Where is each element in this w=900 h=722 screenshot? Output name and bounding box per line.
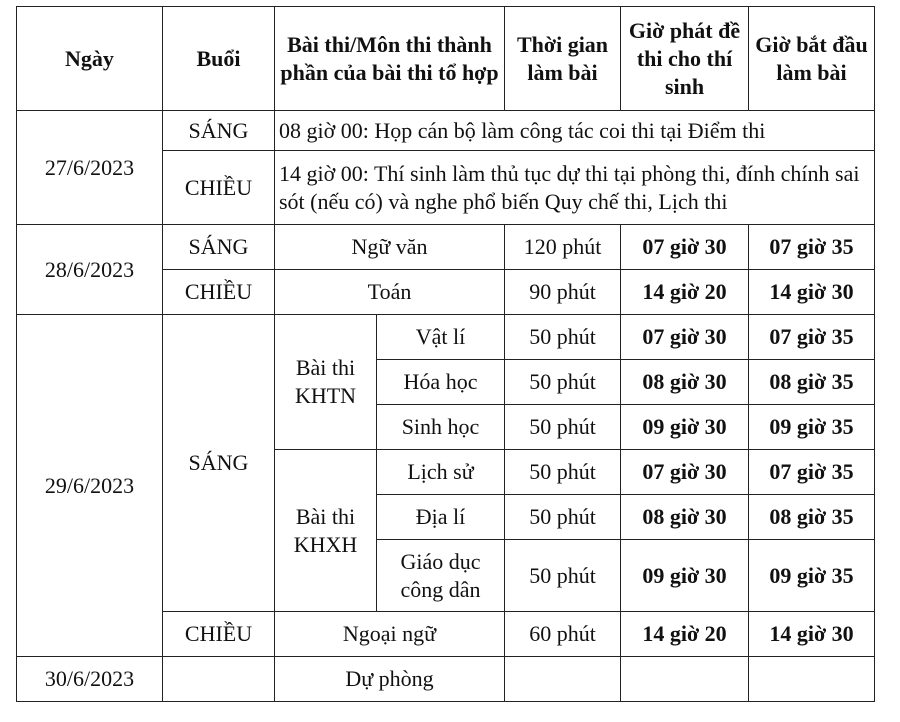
exam-schedule-table [16,6,875,702]
table-row [17,225,875,270]
header-row [17,7,875,111]
distribute-time-cell: 09 giờ 30 [621,540,749,612]
subject-cell: Dự phòng [275,657,505,702]
distribute-time-cell [621,657,749,702]
start-time-cell: 08 giờ 35 [749,495,875,540]
header-date: Ngày [17,7,163,111]
note-cell: 08 giờ 00: Họp cán bộ làm công tác coi thi tại Điểm thi [275,111,875,151]
date-cell: 29/6/2023 [17,315,163,657]
date-cell: 27/6/2023 [17,111,163,225]
start-time-cell [749,657,875,702]
subject-cell: Lịch sử [377,450,505,495]
subject-cell: Vật lí [377,315,505,360]
start-time-cell: 14 giờ 30 [749,270,875,315]
duration-cell [505,657,621,702]
duration-cell: 50 phút [505,360,621,405]
distribute-time-cell: 07 giờ 30 [621,315,749,360]
subject-cell: Ngoại ngữ [275,612,505,657]
header-duration: Thời gian làm bài [505,7,621,111]
distribute-time-cell: 14 giờ 20 [621,612,749,657]
distribute-time-cell: 14 giờ 20 [621,270,749,315]
duration-cell: 50 phút [505,315,621,360]
subject-cell: Sinh học [377,405,505,450]
header-session: Buổi [163,7,275,111]
distribute-time-cell: 07 giờ 30 [621,450,749,495]
header-start-time: Giờ bắt đầu làm bài [749,7,875,111]
duration-cell: 90 phút [505,270,621,315]
subject-cell: Hóa học [377,360,505,405]
duration-cell: 50 phút [505,540,621,612]
table-row [17,657,875,702]
session-cell: SÁNG [163,315,275,612]
subject-cell: Toán [275,270,505,315]
duration-cell: 50 phút [505,405,621,450]
subject-cell: Địa lí [377,495,505,540]
session-cell: CHIỀU [163,151,275,225]
distribute-time-cell: 08 giờ 30 [621,360,749,405]
note-cell: 14 giờ 00: Thí sinh làm thủ tục dự thi tại phòng thi, đính chính sai sót (nếu có) và nghe phổ biến Quy chế thi, Lịch thi [275,151,875,225]
subject-cell: Ngữ văn [275,225,505,270]
distribute-time-cell: 09 giờ 30 [621,405,749,450]
duration-cell: 60 phút [505,612,621,657]
start-time-cell: 09 giờ 35 [749,405,875,450]
session-cell: CHIỀU [163,612,275,657]
date-cell: 28/6/2023 [17,225,163,315]
table-row [17,111,875,151]
header-distribute-time: Giờ phát đề thi cho thí sinh [621,7,749,111]
start-time-cell: 08 giờ 35 [749,360,875,405]
duration-cell: 120 phút [505,225,621,270]
distribute-time-cell: 08 giờ 30 [621,495,749,540]
date-cell: 30/6/2023 [17,657,163,702]
start-time-cell: 14 giờ 30 [749,612,875,657]
start-time-cell: 07 giờ 35 [749,225,875,270]
header-subject: Bài thi/Môn thi thành phần của bài thi tổ hợp [275,7,505,111]
start-time-cell: 07 giờ 35 [749,450,875,495]
session-cell: CHIỀU [163,270,275,315]
group-label-khtn: Bài thi KHTN [275,315,377,450]
table-row [17,315,875,360]
session-cell [163,657,275,702]
start-time-cell: 07 giờ 35 [749,315,875,360]
session-cell: SÁNG [163,111,275,151]
session-cell: SÁNG [163,225,275,270]
distribute-time-cell: 07 giờ 30 [621,225,749,270]
duration-cell: 50 phút [505,450,621,495]
group-label-khxh: Bài thi KHXH [275,450,377,612]
subject-cell: Giáo dục công dân [377,540,505,612]
duration-cell: 50 phút [505,495,621,540]
start-time-cell: 09 giờ 35 [749,540,875,612]
